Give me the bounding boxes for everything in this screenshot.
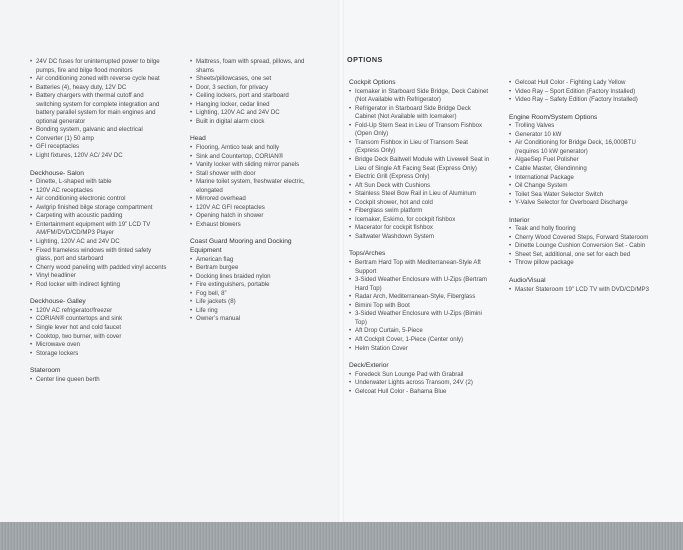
list-item: • Oil Change System [509,182,659,191]
list-item: • Generator 10 kW [509,131,659,140]
list-item: • Aft Cockpit Cover, 1-Piece (Center only) [349,336,493,345]
list-item: • Cherry wood paneling with padded vinyl accents [30,264,168,273]
list-item: • Dinette, L-shaped with table [30,178,168,187]
list-item: • Fire extinguishers, portable [190,281,322,290]
list-item: • Gelcoat Hull Color - Bahama Blue [349,388,493,397]
list-item: • Video Ray – Safety Edition (Factory Installed) [509,96,659,105]
head-list [190,144,322,229]
list-item: • Entertainment equipment with 19” LCD TV AM/FM/DVD/CD/MP3 Player [30,221,168,238]
list-item: • GFI receptacles [30,143,168,152]
galley-list [30,307,168,358]
list-item: • Batteries (4), heavy duty, 12V DC [30,84,168,93]
options-title: OPTIONS [347,55,383,64]
list-item: • Helm Station Cover [349,345,493,354]
list-item: • Cooktop, two burner, with cover [30,333,168,342]
list-item: • Sink and Countertop, CORIAN® [190,153,322,162]
list-item: • Master Stateroom 19” LCD TV with DVD/CD/MP3 [509,286,659,295]
section-title-audio: Audio/Visual [509,277,546,285]
list-item: • Macerator for cockpit fishbox [349,224,493,233]
list-item: • 120V AC receptacles [30,187,168,196]
list-item: • Air conditioning electronic control [30,195,168,204]
left-column-b [190,58,322,324]
list-item: • Door, 3 section, for privacy [190,84,322,93]
list-item: • Aft Drop Curtain, 5-Piece [349,327,493,336]
list-item: • Vanity locker with sliding mirror panels [190,161,322,170]
list-item: • Saltwater Washdown System [349,233,493,242]
section-title-interior: Interior [509,216,530,224]
list-item: • Cockpit shower, hot and cold [349,199,493,208]
stateroom-continued-list [190,58,322,126]
section-title-tops: Tops/Arches [349,250,386,258]
interior-list [509,225,659,268]
bottom-metal-band [0,522,683,550]
section-title-salon: Deckhouse- Salon [30,169,84,177]
list-item: • Hanging locker, cedar lined [190,101,322,110]
list-item: • Awlgrip finished bilge storage compartment [30,204,168,213]
list-item: • Single lever hot and cold faucet [30,324,168,333]
stateroom-list [30,376,168,385]
list-item: • 3-Sided Weather Enclosure with U-Zips (Bimini Top) [349,310,493,327]
list-item: • Stainless Steel Bow Rail in Lieu of Aluminum [349,190,493,199]
list-item: • Storage lockers [30,350,168,359]
list-item: • CORIAN® countertops and sink [30,315,168,324]
section-title-cockpit: Cockpit Options [349,79,396,86]
list-item: • Microwave oven [30,341,168,350]
list-item: • Cable Master, Glendinning [509,165,659,174]
list-item: • Trolling Valves [509,122,659,131]
list-item: • Transom Fishbox in Lieu of Transom Seat (Express Only) [349,139,493,156]
audio-list [509,286,659,295]
list-item: • Opening hatch in shower [190,212,322,221]
list-item: • Ceiling lockers, port and starboard [190,92,322,101]
list-item: • Fiberglass swim platform [349,207,493,216]
list-item: • Lighting, 120V AC and 24V DC [30,238,168,247]
list-item: • Teak and holly flooring [509,225,659,234]
list-item: • Icemaker, Eskimo, for cockpit fishbox [349,216,493,225]
list-item: • Battery chargers with thermal cutoff and switching system for complete integration and battery parallel system for main engines and optional generator [30,92,168,126]
list-item: • Bertram Hard Top with Mediterranean-Style Aft Support [349,259,493,276]
section-title-galley: Deckhouse- Galley [30,298,86,306]
list-item: • Docking lines braided nylon [190,273,322,282]
salon-list [30,178,168,289]
list-item: • Life jackets (8) [190,298,322,307]
list-item: • Cherry Wood Covered Steps, Forward Stateroom [509,234,659,243]
right-column-b [509,79,659,294]
list-item: • Foredeck Sun Lounge Pad with Grabrail [349,371,493,380]
list-item: • Sheets/pillowcases, one set [190,75,322,84]
list-item: • Exhaust blowers [190,221,322,230]
engine-list [509,122,659,207]
list-item: • 120V AC GFI receptacles [190,204,322,213]
list-item: • Vinyl headliner [30,272,168,281]
list-item: • Rod locker with indirect lighting [30,281,168,290]
list-item: • Fold-Up Stern Seat in Lieu of Transom Fishbox (Open Only) [349,122,493,139]
list-item: • Flooring, Amtico teak and holly [190,144,322,153]
cockpit-list [349,88,493,242]
list-item: • Life ring [190,307,322,316]
list-item: • Toilet Sea Water Selector Switch [509,191,659,200]
list-item: • Sheet Set, additional, one set for each bed [509,251,659,260]
list-item: • Bonding system, galvanic and electrical [30,126,168,135]
list-item: • Center line queen berth [30,376,168,385]
list-item: • 3-Sided Weather Enclosure with U-Zips (Bertram Hard Top) [349,276,493,293]
list-item: • Radar Arch, Mediterranean-Style, Fiberglass [349,293,493,302]
section-title-deck: Deck/Exterior [349,362,389,370]
list-item: • Y-Valve Selector for Overboard Discharge [509,199,659,208]
list-item: • Refrigerator in Starboard Side Bridge Deck Cabinet (Not Available with Icemaker) [349,105,493,122]
list-item: • Mirrored overhead [190,195,322,204]
page-fold [338,0,344,522]
list-item: • Built in digital alarm clock [190,118,322,127]
list-item: • Underwater Lights across Transom, 24V (2) [349,379,493,388]
list-item: • Bridge Deck Baitwell Module with Livewell Seat in Lieu of Single Aft Facing Seat (Express Only) [349,156,493,173]
coast-guard-list [190,256,322,324]
list-item: • Gelcoat Hull Color - Fighting Lady Yellow [509,79,659,88]
deck-list [349,371,493,397]
list-item: • Bimini Top with Boot [349,302,493,311]
section-title-engine: Engine Room/System Options [509,113,598,121]
list-item: • Electric Grill (Express Only) [349,173,493,182]
list-item: • Owner’s manual [190,315,322,324]
list-item: • Icemaker in Starboard Side Bridge, Deck Cabinet (Not Available with Refrigerator) [349,88,493,105]
list-item: • Stall shower with door [190,170,322,179]
list-item: • Mattress, foam with spread, pillows, and shams [190,58,322,75]
list-item: • Lighting, 120V AC and 24V DC [190,109,322,118]
list-item: • Converter (1) 50 amp [30,135,168,144]
list-item: • Carpeting with acoustic padding [30,212,168,221]
list-item: • AlgaeSep Fuel Polisher [509,156,659,165]
list-item: • Aft Sun Deck with Cushions [349,182,493,191]
right-column-a [349,79,493,396]
list-item: • 24V DC fuses for uninterrupted power to bilge pumps, fire and bilge flood monitors [30,58,168,75]
list-item: • Air conditioning zoned with reverse cycle heat [30,75,168,84]
tops-list [349,259,493,353]
list-item: • 120V AC refrigerator/freezer [30,307,168,316]
left-column-a [30,58,168,384]
list-item: • Throw pillow package [509,259,659,268]
hull-video-list [509,79,659,105]
list-item: • Light fixtures, 120V AC/ 24V DC [30,152,168,161]
list-item: • Marine toilet system, freshwater electric, elongated [190,178,322,195]
list-item: • Air Conditioning for Bridge Deck, 16,000BTU (requires 10 kW generator) [509,139,659,156]
list-item: • Dinette Lounge Cushion Conversion Set - Cabin [509,242,659,251]
list-item: • Video Ray – Sport Edition (Factory Installed) [509,88,659,97]
list-item: • Fog bell, 8” [190,290,322,299]
list-item: • Bertram burgee [190,264,322,273]
section-title-stateroom: Stateroom [30,367,61,375]
intro-list [30,58,168,161]
list-item: • American flag [190,256,322,265]
list-item: • International Package [509,174,659,183]
section-title-head: Head [190,135,206,143]
section-title-coast-guard: Coast Guard Mooring and Docking Equipment [190,238,292,255]
list-item: • Fixed frameless windows with tinted safety glass, port and starboard [30,247,168,264]
